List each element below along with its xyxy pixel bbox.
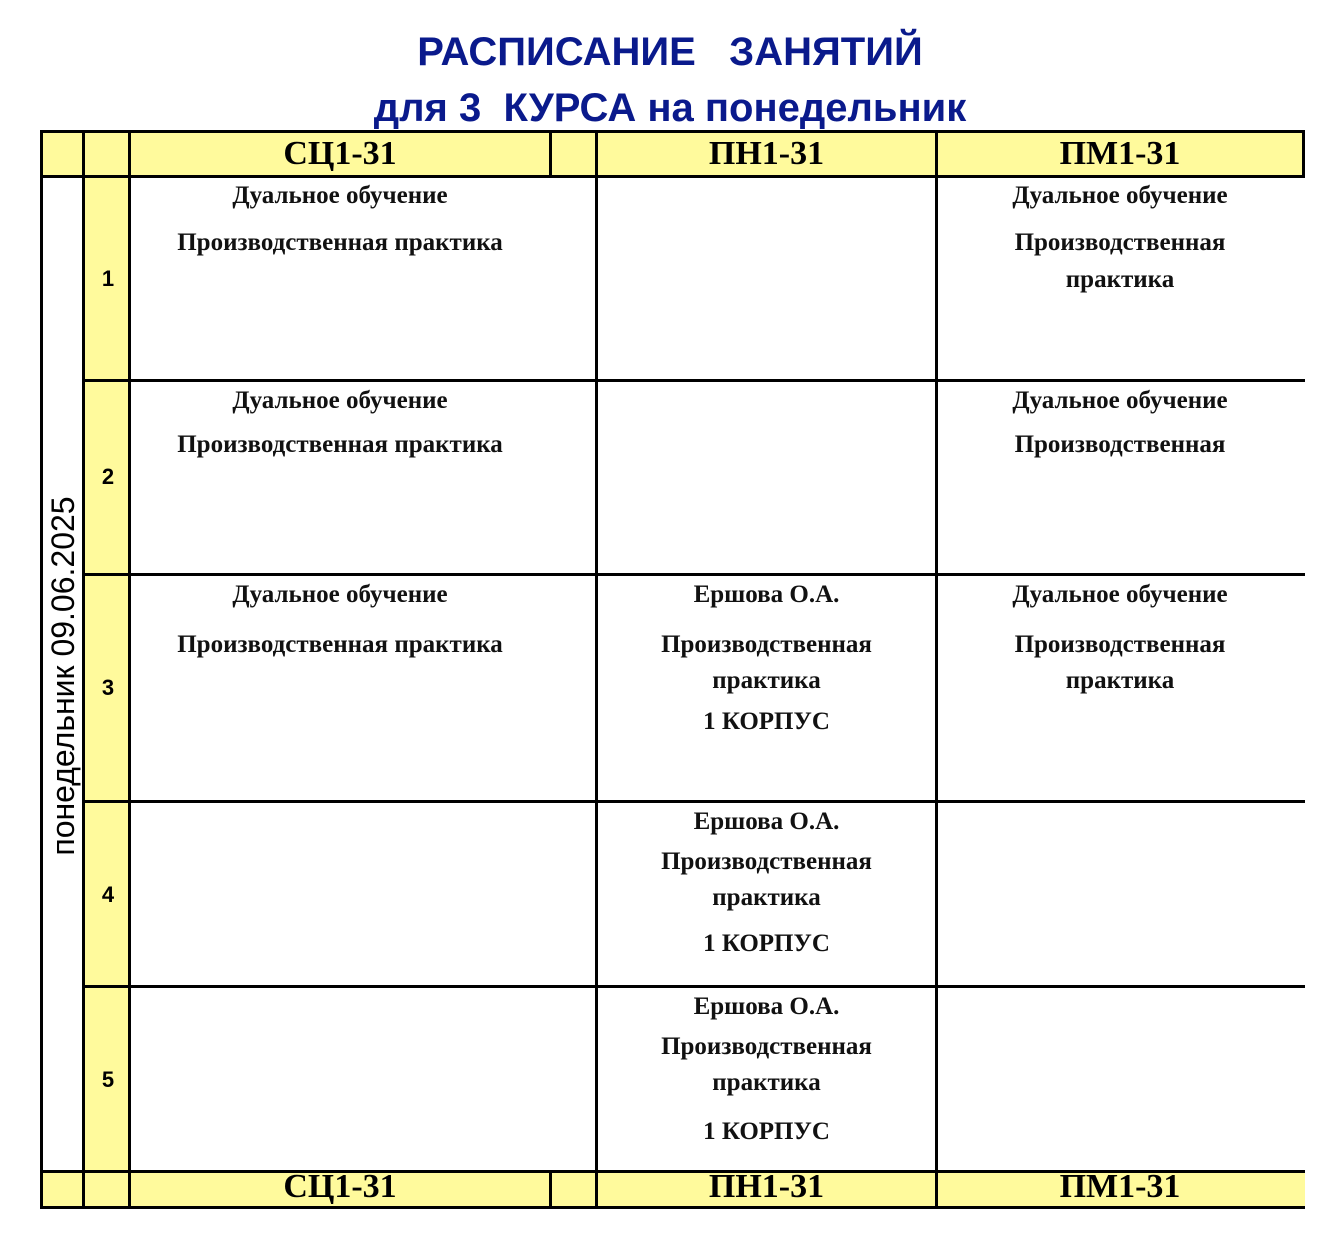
grid-line [40, 130, 1305, 133]
grid-line [40, 1206, 1305, 1209]
group-footer-pn: ПН1-31 [708, 1173, 825, 1205]
lesson-text: Дуальное обучение [232, 581, 448, 608]
lesson-text: Производственная практика [177, 631, 503, 658]
lesson-number: 2 [101, 464, 115, 489]
group-header-pm: ПМ1-31 [1059, 135, 1181, 172]
lesson-text: Производственная практика [177, 229, 503, 256]
lesson-text: Дуальное обучение [1012, 182, 1228, 209]
lesson-text: практика [712, 1069, 821, 1096]
lesson-text: практика [712, 884, 821, 911]
lesson-text: Производственная практика [177, 431, 503, 458]
teacher-name: Ершова О.А. [693, 808, 840, 835]
page-title: РАСПИСАНИЕ ЗАНЯТИЙ [417, 30, 923, 74]
group-footer-pm: ПМ1-31 [1059, 1173, 1181, 1205]
lesson-text: практика [1065, 266, 1175, 293]
lesson-text: Производственная [1014, 229, 1226, 256]
lesson-text: Производственная [661, 848, 872, 875]
grid-line [84, 985, 1305, 988]
lesson-number: 3 [101, 675, 115, 700]
page-subtitle: для 3 КУРСА на понедельник [373, 86, 967, 130]
footer-label-clip [0, 1173, 1336, 1206]
room-label: 1 КОРПУС [703, 930, 830, 957]
lesson-text: Дуальное обучение [1012, 581, 1228, 608]
teacher-name: Ершова О.А. [693, 993, 840, 1020]
grid-line [84, 800, 1305, 803]
lesson-text: практика [1065, 667, 1175, 694]
group-header-sc: СЦ1-31 [283, 135, 397, 172]
lesson-number: 4 [101, 882, 115, 907]
teacher-name: Ершова О.А. [693, 581, 840, 608]
lesson-text: Производственная [661, 1033, 872, 1060]
lesson-text: практика [712, 667, 821, 694]
group-footer-sc: СЦ1-31 [283, 1173, 397, 1205]
lesson-text: Дуальное обучение [232, 387, 448, 414]
day-label: понедельник 09.06.2025 [45, 496, 81, 856]
group-header-pn: ПН1-31 [708, 135, 825, 172]
lesson-text: Дуальное обучение [232, 182, 448, 209]
lesson-number: 5 [101, 1067, 115, 1092]
grid-line [549, 130, 552, 177]
grid-line [84, 379, 1305, 382]
lesson-text: Производственная [1014, 631, 1226, 658]
lesson-text: Дуальное обучение [1012, 387, 1228, 414]
room-label: 1 КОРПУС [703, 708, 830, 735]
grid-line [1302, 130, 1305, 177]
grid-line [40, 175, 1305, 178]
room-label: 1 КОРПУС [703, 1118, 830, 1145]
grid-line [84, 573, 1305, 576]
lesson-number: 1 [101, 266, 115, 291]
lesson-text: Производственная [1014, 431, 1226, 458]
lesson-text: Производственная [661, 631, 872, 658]
